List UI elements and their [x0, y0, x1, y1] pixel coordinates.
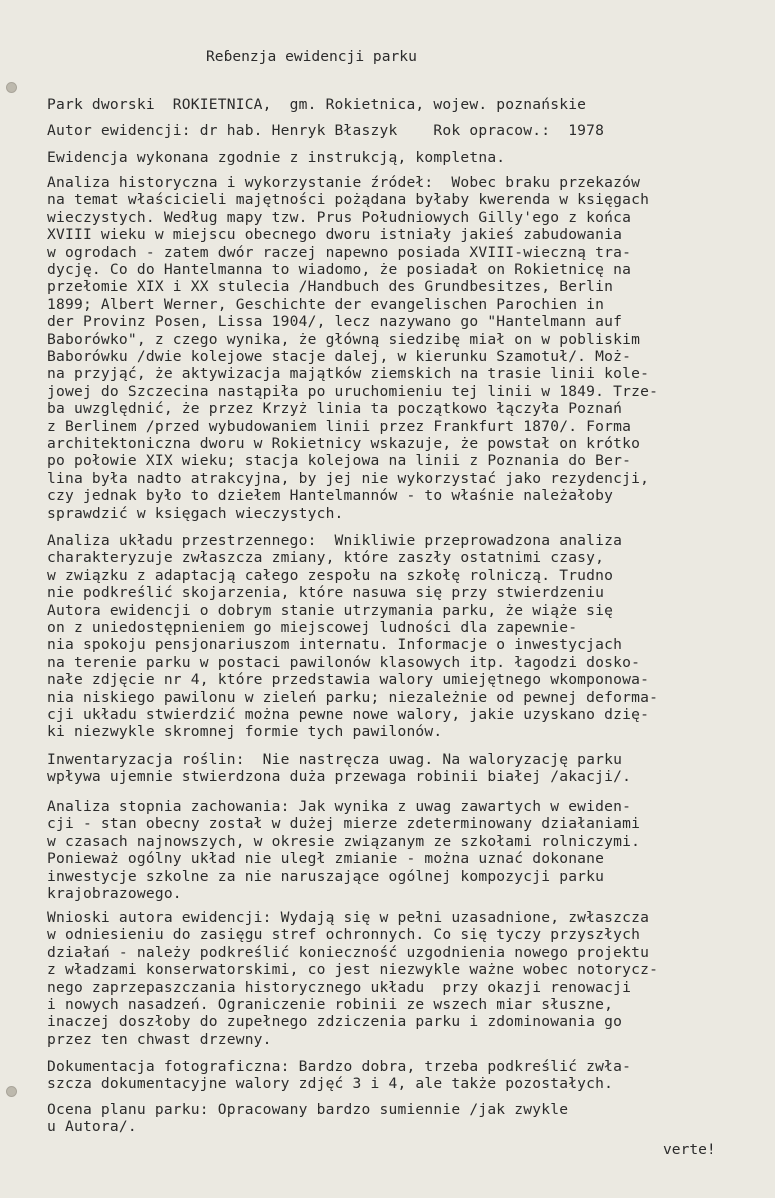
text-line: 1899; Albert Werner, Geschichte der evangelischen Parochien in [47, 295, 605, 313]
text-line: w związku z adaptacją całego zespołu na szkołę rolniczą. Trudno [47, 566, 614, 584]
binder-hole [6, 82, 17, 93]
text-line: w odniesieniu do zasięgu stref ochronnych. Co się tyczy przyszłych [47, 926, 641, 944]
text-line: nałe zdjęcie nr 4, które przedstawia walory umiejętnego wkomponowa- [47, 671, 650, 689]
text-line: wieczystych. Według mapy tzw. Prus Południowych Gilly'ego z końca [47, 208, 632, 226]
text-line: Ponieważ ogólny układ nie uległ zmianie - można uznać dokonane [47, 850, 605, 868]
text-line: Dokumentacja fotograficzna: Bardzo dobra, trzeba podkreślić zwła- [47, 1058, 632, 1075]
text-line: nia niskiego pawilonu w zieleń parku; niezależnie od pewnej deforma- [47, 688, 659, 706]
text-line: i nowych nasadzeń. Ograniczenie robinii ze wszech miar słuszne, [47, 996, 614, 1013]
text-line: Analiza stopnia zachowania: Jak wynika z uwag zawartych w ewiden- [47, 798, 632, 815]
text-line: Wnioski autora ewidencji: Wydają się w pełni uzasadnione, zwłaszcza [47, 909, 650, 926]
text-line: Analiza historyczna i wykorzystanie źródeł: Wobec braku przekazów [47, 174, 641, 191]
text-line: krajobrazowego. [47, 885, 182, 902]
text-line: nie podkreślić skojarzenia, które nasuwa się przy stwierdzeniu [47, 584, 605, 602]
text-line: przełomie XIX i XX stulecia /Handbuch des Grundbesitzes, Berlin [47, 278, 614, 296]
text-line: nego zaprzepaszczania historycznego układu przy okazji renowacji [47, 978, 632, 996]
text-line: po połowie XIX wieku; stacja kolejowa na linii z Poznania do Ber- [47, 452, 632, 470]
header-author-line: Autor ewidencji: dr hab. Henryk Błaszyk Rok opracow.: 1978 [47, 122, 605, 139]
document-title: Reɓenzja ewidencji parku [206, 48, 417, 65]
text-line: nia spokoju pensjonariuszom internatu. Informacje o inwestycjach [47, 636, 623, 654]
binder-hole [6, 1086, 17, 1097]
text-line: Inwentaryzacja roślin: Nie nastręcza uwag. Na waloryzację parku [47, 751, 623, 768]
text-line: ba uwzględnić, że przez Krzyż linia ta początkowo łączyła Poznań [47, 400, 623, 418]
text-line: działań - należy podkreślić konieczność uzgodnienia nowego projektu [47, 943, 650, 961]
text-line: szcza dokumentacyjne walory zdjęć 3 i 4, ale także pozostałych. [47, 1075, 614, 1093]
text-line: cji układu stwierdzić można pewne nowe walory, jakie uzyskano dzię- [47, 706, 650, 723]
text-line: inwestycje szkolne za nie naruszające ogólnej kompozycji parku [47, 867, 605, 885]
text-line: Autora ewidencji o dobrym stanie utrzymania parku, że wiąże się [47, 601, 614, 619]
verte-note: verte! [663, 1141, 716, 1158]
text-line: w czasach najnowszych, w okresie związanym ze szkołami rolniczymi. [47, 832, 641, 850]
text-line: cji - stan obecny został w dużej mierze zdeterminowany działaniami [47, 815, 641, 833]
text-line: Baborówku /dwie kolejowe stacje dalej, w kierunku Szamotuł/. Moż- [47, 348, 632, 365]
text-line: przez ten chwast drzewny. [47, 1030, 272, 1048]
text-line: na terenie parku w postaci pawilonów klasowych itp. łagodzi dosko- [47, 653, 641, 671]
text-line: Baborówko", z czego wynika, że główną siedzibę miał on w pobliskim [47, 330, 641, 348]
text-line: Ocena planu parku: Opracowany bardzo sumiennie /jak zwykle [47, 1101, 569, 1118]
text-line: charakteryzuje zwłaszcza zmiany, które zaszły ostatnimi czasy, [47, 549, 605, 567]
text-line: na przyjąć, że aktywizacja majątków ziemskich na trasie linii kole- [47, 365, 650, 383]
header-completeness-line: Ewidencja wykonana zgodnie z instrukcją, kompletna. [47, 149, 506, 166]
header-park-line: Park dworski ROKIETNICA, gm. Rokietnica, wojew. poznańskie [47, 96, 587, 113]
text-line: sprawdzić w księgach wieczystych. [47, 504, 344, 522]
text-line: Analiza układu przestrzennego: Wnikliwie przeprowadzona analiza [47, 532, 623, 549]
text-line: czy jednak było to dziełem Hantelmannów - to właśnie należałoby [47, 487, 614, 505]
text-line: ki niezwykle skromnej formie tych pawilonów. [47, 723, 443, 741]
text-line: on z uniedostępnieniem go miejscowej ludności dla zapewnie- [47, 619, 578, 636]
text-line: u Autora/. [47, 1118, 137, 1136]
text-line: architektoniczna dworu w Rokietnicy wskazuje, że powstał on krótko [47, 435, 641, 452]
text-line: z władzami konserwatorskimi, co jest niezwykle ważne wobec notorycz- [47, 961, 659, 979]
text-line: dycję. Co do Hantelmanna to wiadomo, że posiadał on Rokietnicę na [47, 261, 632, 278]
text-line: der Provinz Posen, Lissa 1904/, lecz nazywano go "Hantelmann auf [47, 313, 623, 331]
text-line: XVIII wieku w miejscu obecnego dworu istniały jakieś zabudowania [47, 226, 623, 244]
text-line: z Berlinem /przed wybudowaniem linii przez Frankfurt 1870/. Forma [47, 417, 632, 435]
text-line: w ogrodach - zatem dwór raczej napewno posiada XVIII-wieczną tra- [47, 243, 632, 261]
text-line: inaczej doszłoby do zupełnego zdziczenia parku i zdominowania go [47, 1013, 623, 1031]
text-line: jowej do Szczecina nastąpiła po uruchomieniu tej linii w 1849. Trze- [47, 382, 659, 400]
text-line: wpływa ujemnie stwierdzona duża przewaga robinii białej /akacji/. [47, 768, 632, 786]
text-line: lina była nadto atrakcyjna, by jej nie wykorzystać jako rezydencji, [47, 469, 650, 487]
text-line: na temat właścicieli majętności pożądana byłaby kwerenda w księgach [47, 191, 650, 209]
